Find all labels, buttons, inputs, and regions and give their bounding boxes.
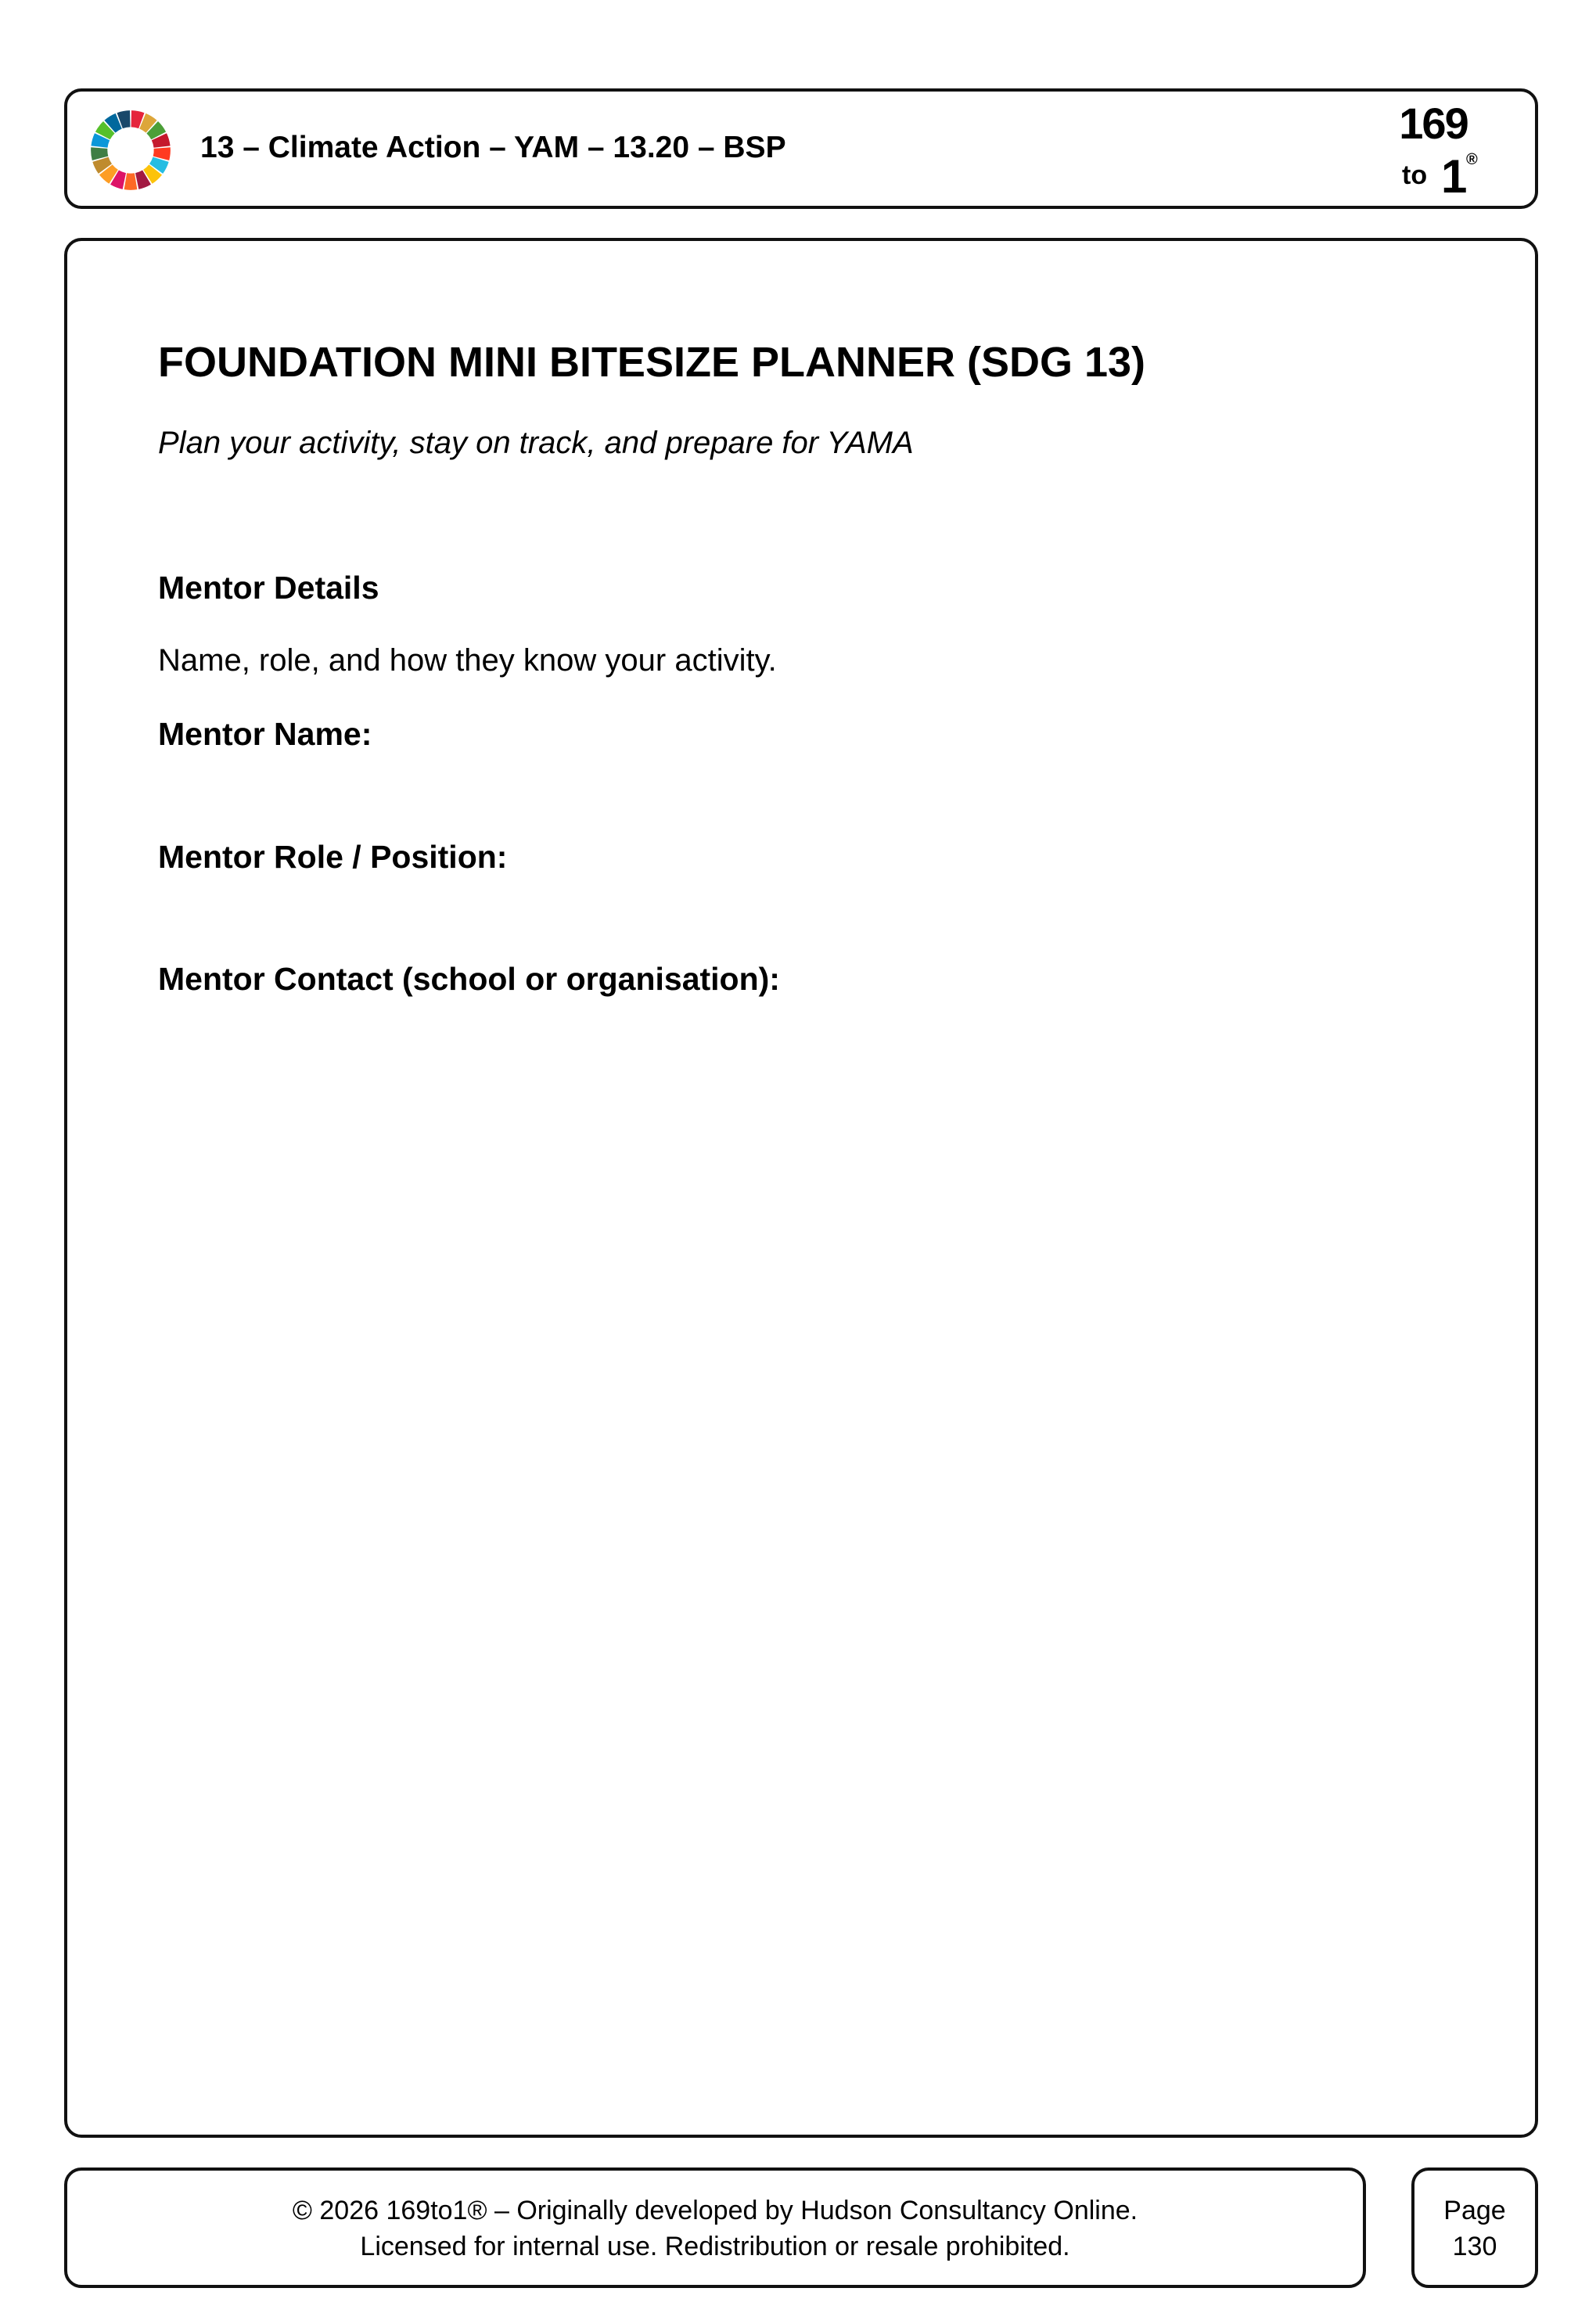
page-title: FOUNDATION MINI BITESIZE PLANNER (SDG 13) [158, 339, 1146, 386]
page-number-value: 130 [1452, 2232, 1497, 2261]
brand-logo-number: 169 [1399, 99, 1468, 148]
page-number-box [1411, 2167, 1538, 2288]
footer-copyright-box [64, 2167, 1366, 2288]
sdg-wheel-segment [124, 173, 138, 190]
page-subtitle: Plan your activity, stay on track, and prepare for YAMA [158, 426, 914, 460]
planner-content-box [64, 238, 1538, 2138]
brand-logo-registered: ® [1466, 151, 1478, 168]
brand-logo-to: to [1402, 160, 1428, 190]
header-bar [64, 88, 1538, 209]
sdg-wheel-icon [89, 109, 172, 192]
footer-license-line: Licensed for internal use. Redistribution or resale prohibited. [360, 2232, 1070, 2261]
footer-copyright-line: © 2026 169to1® – Originally developed by Hudson Consultancy Online. [292, 2196, 1138, 2225]
brand-logo-one: 1 [1441, 150, 1468, 203]
mentor-role-label: Mentor Role / Position: [158, 839, 508, 875]
mentor-contact-label: Mentor Contact (school or organisation): [158, 961, 780, 997]
page-number [1414, 2193, 1535, 2265]
brand-logo [1379, 98, 1488, 203]
page-label: Page [1443, 2196, 1506, 2225]
section-description: Name, role, and how they know your activity. [158, 643, 777, 678]
section-heading-mentor-details: Mentor Details [158, 570, 379, 606]
mentor-name-label: Mentor Name: [158, 716, 372, 752]
header-title: 13 – Climate Action – YAM – 13.20 – BSP [200, 131, 786, 164]
footer-text [67, 2193, 1363, 2265]
